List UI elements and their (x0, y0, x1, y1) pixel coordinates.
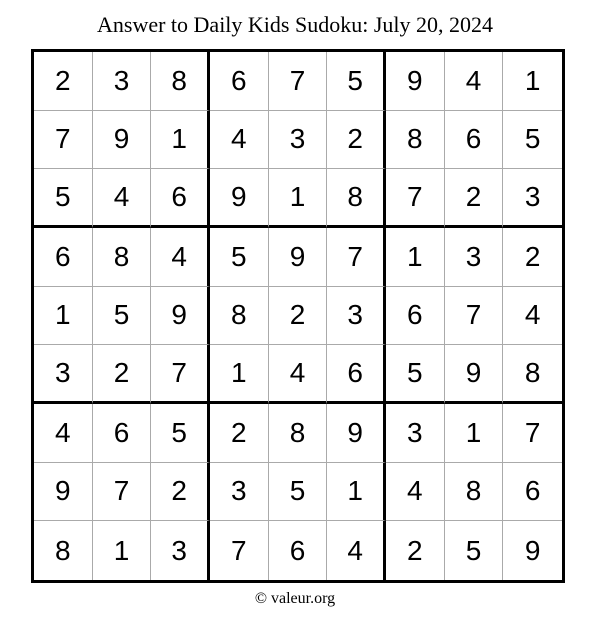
sudoku-cell-r6-c4: 1 (210, 345, 269, 404)
sudoku-cell-r9-c9: 9 (524, 534, 541, 566)
sudoku-cell-r5-c7: 6 (386, 287, 445, 346)
copyright-footer: © valeur.org (254, 590, 336, 607)
sudoku-board (31, 49, 565, 583)
sudoku-cell-r5-c5: 2 (269, 287, 328, 346)
sudoku-cell-r8-c8: 8 (445, 463, 504, 522)
sudoku-cell-r5-c8: 7 (445, 287, 504, 346)
sudoku-cell-r7-c2: 6 (93, 404, 152, 463)
sudoku-cell-r5-c4: 8 (210, 287, 269, 346)
sudoku-cell-r6-c9: 8 (503, 345, 562, 404)
sudoku-cell-r8-c7: 4 (386, 463, 445, 522)
sudoku-cell-r3-c7: 7 (386, 169, 445, 228)
sudoku-cell-r1-c9: 1 (503, 52, 562, 111)
sudoku-cell-r3-c9: 3 (503, 169, 562, 228)
sudoku-cell-r9-c1: 8 (34, 521, 93, 580)
sudoku-cell-r3-c8: 2 (445, 169, 504, 228)
sudoku-cell-r9-c7: 2 (386, 521, 445, 580)
sudoku-cell-r8-c3: 2 (151, 463, 210, 522)
sudoku-cell-r5-c3: 9 (151, 287, 210, 346)
sudoku-cell-r1-c1: 2 (34, 52, 93, 111)
sudoku-cell-r5-c1: 1 (34, 287, 93, 346)
sudoku-cell-r4-c1: 6 (34, 228, 93, 287)
sudoku-cell-r7-c9: 7 (503, 404, 562, 463)
sudoku-cell-r4-c2: 8 (93, 228, 152, 287)
sudoku-cell-r7-c7: 3 (386, 404, 445, 463)
sudoku-cell-r1-c6: 5 (327, 52, 386, 111)
sudoku-cell-r4-c5: 9 (269, 228, 328, 287)
sudoku-cell-r6-c8: 9 (445, 345, 504, 404)
sudoku-cell-r8-c5: 5 (269, 463, 328, 522)
sudoku-cell-r1-c3: 8 (151, 52, 210, 111)
sudoku-cell-r8-c2: 7 (93, 463, 152, 522)
sudoku-cell-r7-c4: 2 (210, 404, 269, 463)
sudoku-cell-r8-c1: 9 (34, 463, 93, 522)
sudoku-cell-r1-c8: 4 (445, 52, 504, 111)
sudoku-cell-r9-c2: 1 (93, 521, 152, 580)
sudoku-cell-r6-c7: 5 (386, 345, 445, 404)
sudoku-cell-r6-c2: 2 (93, 345, 152, 404)
sudoku-cell-r2-c2: 9 (93, 111, 152, 170)
sudoku-cell-r7-c8: 1 (445, 404, 504, 463)
sudoku-cell-r6-c1: 3 (34, 345, 93, 404)
sudoku-cell-r3-c6: 8 (327, 169, 386, 228)
sudoku-cell-r2-c4: 4 (210, 111, 269, 170)
sudoku-cell-r7-c6: 9 (327, 404, 386, 463)
sudoku-cell-r3-c5: 1 (269, 169, 328, 228)
sudoku-cell-r1-c2: 3 (93, 52, 152, 111)
sudoku-cell-r3-c3: 6 (151, 169, 210, 228)
sudoku-cell-r6-c5: 4 (269, 345, 328, 404)
sudoku-cell-r9-c5: 6 (269, 521, 328, 580)
sudoku-cell-r2-c3: 1 (151, 111, 210, 170)
sudoku-cell-r2-c1: 7 (34, 111, 93, 170)
sudoku-cell-r3-c4: 9 (210, 169, 269, 228)
sudoku-cell-r6-c3: 7 (151, 345, 210, 404)
sudoku-cell-r2-c5: 3 (269, 111, 328, 170)
sudoku-cell-r7-c5: 8 (269, 404, 328, 463)
sudoku-cell-r6-c6: 6 (327, 345, 386, 404)
sudoku-cell-r8-c4: 3 (210, 463, 269, 522)
sudoku-cell-r9-c8: 5 (445, 521, 504, 580)
sudoku-cell-r4-c3: 4 (151, 228, 210, 287)
sudoku-cell-r1-c5: 7 (269, 52, 328, 111)
sudoku-cell-r8-c9: 6 (503, 463, 562, 522)
sudoku-cell-r4-c9: 2 (503, 228, 562, 287)
sudoku-cell-r1-c7: 9 (386, 52, 445, 111)
sudoku-cell-r2-c6: 2 (327, 111, 386, 170)
sudoku-cell-r3-c2: 4 (93, 169, 152, 228)
sudoku-cell-r1-c4: 6 (210, 52, 269, 111)
sudoku-cell-r9-c6: 4 (327, 521, 386, 580)
sudoku-cell-r3-c1: 5 (34, 169, 93, 228)
sudoku-cell-r2-c7: 8 (386, 111, 445, 170)
sudoku-cell-r7-c3: 5 (151, 404, 210, 463)
sudoku-cell-r4-c4: 5 (210, 228, 269, 287)
sudoku-cell-r4-c7: 1 (386, 228, 445, 287)
sudoku-cell-r9-c3: 3 (151, 521, 210, 580)
sudoku-cell-r7-c1: 4 (34, 404, 93, 463)
sudoku-cell-r5-c6: 3 (327, 287, 386, 346)
sudoku-cell-r4-c8: 3 (445, 228, 504, 287)
sudoku-cell-r9-c4: 7 (210, 521, 269, 580)
page-title: Answer to Daily Kids Sudoku: July 20, 2024 (97, 12, 493, 37)
sudoku-cell-r5-c9: 4 (503, 287, 562, 346)
sudoku-cell-r5-c2: 5 (93, 287, 152, 346)
sudoku-cell-r8-c6: 1 (327, 463, 386, 522)
sudoku-cell-r2-c9: 5 (503, 111, 562, 170)
sudoku-cell-r4-c6: 7 (327, 228, 386, 287)
sudoku-cell-r2-c8: 6 (445, 111, 504, 170)
